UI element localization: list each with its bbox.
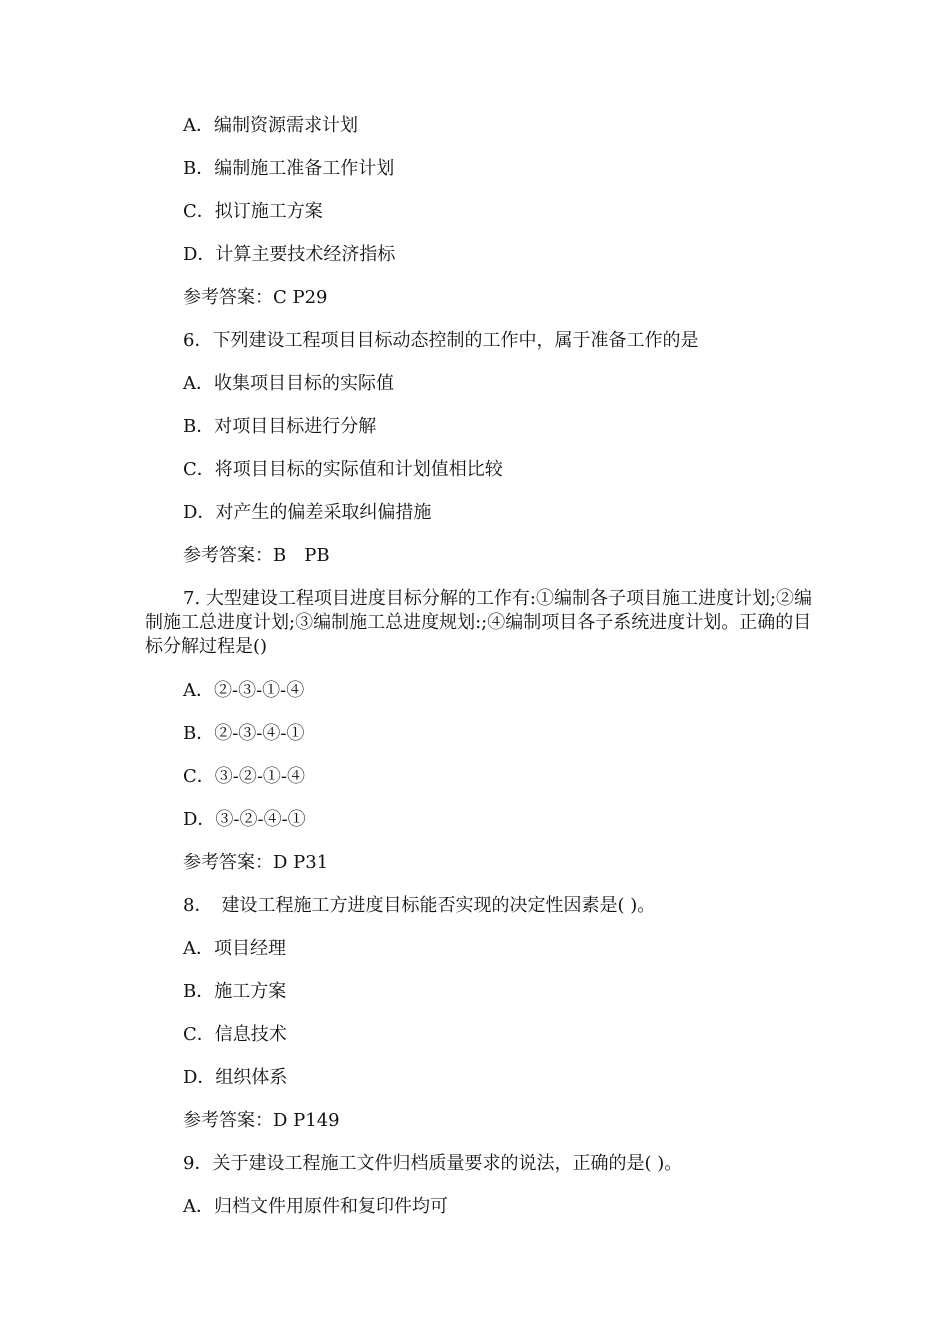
q5-option-b: B．编制施工准备工作计划 [183, 158, 395, 179]
q8-question: 8． 建设工程施工方进度目标能否实现的决定性因素是( )。 [183, 895, 656, 916]
q6-option-a: A．收集项目目标的实际值 [183, 373, 394, 394]
q8-option-c: C．信息技术 [183, 1024, 287, 1045]
q5-option-a: A．编制资源需求计划 [183, 115, 358, 136]
q9-question: 9．关于建设工程施工文件归档质量要求的说法，正确的是( )。 [183, 1153, 683, 1174]
q7-option-c: C．③-②-①-④ [183, 766, 306, 787]
q5-answer: 参考答案：C P29 [183, 287, 328, 308]
q7-answer: 参考答案：D P31 [183, 852, 329, 873]
q8-option-d: D．组织体系 [183, 1067, 288, 1088]
q8-option-a: A．项目经理 [183, 938, 286, 959]
q5-option-d: D．计算主要技术经济指标 [183, 244, 396, 265]
q7-option-d: D．③-②-④-① [183, 809, 306, 830]
q8-answer: 参考答案：D P149 [183, 1110, 340, 1131]
q6-option-c: C．将项目目标的实际值和计划值相比较 [183, 459, 503, 480]
q5-option-c: C．拟订施工方案 [183, 201, 323, 222]
q6-question: 6．下列建设工程项目目标动态控制的工作中，属于准备工作的是 [183, 330, 699, 351]
q7-option-a: A．②-③-①-④ [183, 680, 305, 701]
q7-option-b: B．②-③-④-① [183, 723, 305, 744]
q8-option-b: B．施工方案 [183, 981, 287, 1002]
q6-option-b: B．对项目目标进行分解 [183, 416, 377, 437]
q9-option-a: A．归档文件用原件和复印件均可 [183, 1196, 448, 1217]
q7-question: 7. 大型建设工程项目进度目标分解的工作有:①编制各子项目施工进度计划;②编制施工总进度计划;③编制施工总进度规划:;④编制项目各子系统进度计划。正确的目标分解过程是() [145, 588, 813, 657]
q6-answer: 参考答案：B PB [183, 545, 330, 566]
q6-option-d: D．对产生的偏差采取纠偏措施 [183, 502, 432, 523]
